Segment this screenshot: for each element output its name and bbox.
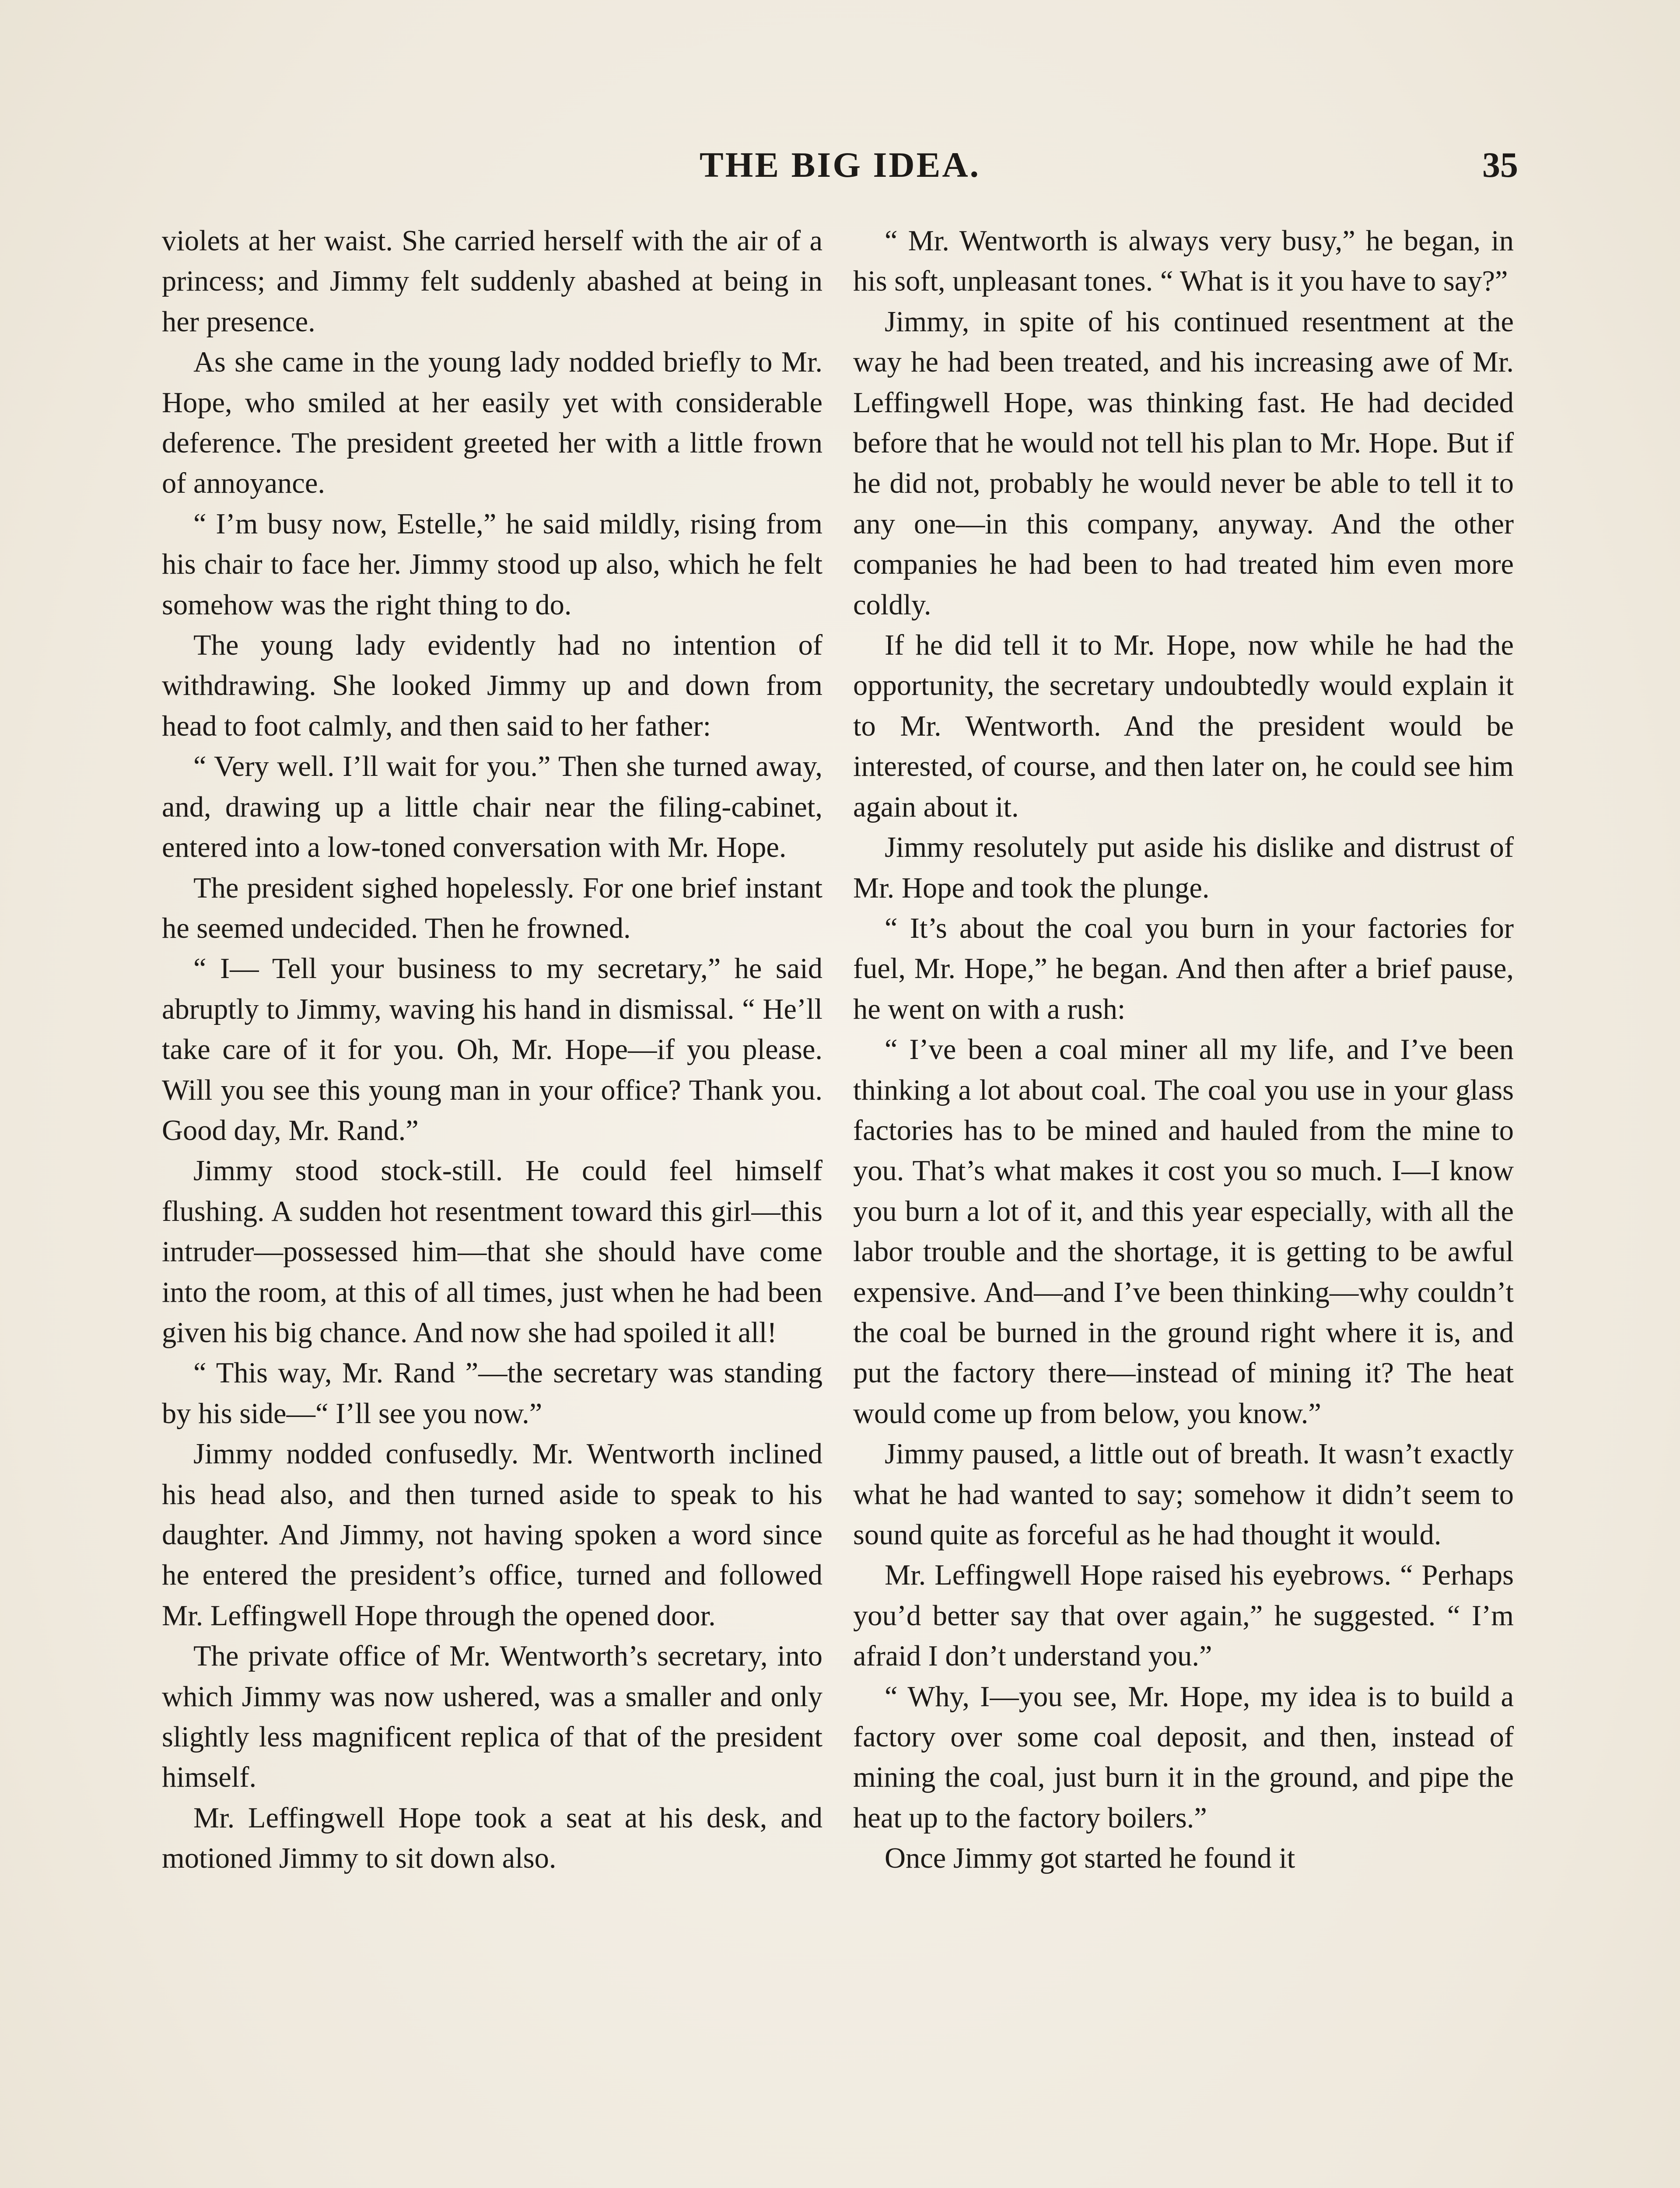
paragraph: If he did tell it to Mr. Hope, now while he had the opportunity, the secretary undoubtedly would explain it to Mr. Wentworth. And the president would be interested, of course, and then later on, he could see him again about it. <box>853 629 1514 823</box>
chapter-title: THE BIG IDEA. <box>699 145 981 185</box>
page-number: 35 <box>1482 145 1518 185</box>
paragraph: The president sighed hopelessly. For one brief instant he seemed undecided. Then he frowned. <box>162 872 822 944</box>
paragraph: Jimmy, in spite of his continued resentment at the way he had been treated, and his increasing awe of Mr. Leffingwell Hope, was thinking fast. He had decided before that he would not tell his plan to Mr. Hope. But if he did not, probably he would never be able to tell it to any one—in this company, anyway. And the other companies he had been to had treated him even more coldly. <box>853 305 1514 621</box>
left-column <box>162 221 822 1879</box>
paragraph: violets at her waist. She carried herself with the air of a princess; and Jimmy felt suddenly abashed at being in her presence. <box>162 225 822 338</box>
paragraph: “ Very well. I’ll wait for you.” Then she turned away, and, drawing up a little chair near the filing-cabinet, entered into a low-toned conversation with Mr. Hope. <box>162 750 822 864</box>
paragraph: As she came in the young lady nodded briefly to Mr. Hope, who smiled at her easily yet with considerable deference. The president greeted her with a little frown of annoyance. <box>162 346 822 500</box>
paragraph: The young lady evidently had no intention of withdrawing. She looked Jimmy up and down from head to foot calmly, and then said to her father: <box>162 629 822 742</box>
paragraph: “ I’m busy now, Estelle,” he said mildly, rising from his chair to face her. Jimmy stood up also, which he felt somehow was the right thing to do. <box>162 508 822 621</box>
paragraph: “ It’s about the coal you burn in your factories for fuel, Mr. Hope,” he began. And then after a brief pause, he went on with a rush: <box>853 912 1514 1025</box>
paragraph: Jimmy paused, a little out of breath. It wasn’t exactly what he had wanted to say; somehow it didn’t seem to sound quite as forceful as he had thought it would. <box>853 1438 1514 1551</box>
paragraph: “ I— Tell your business to my secretary,” he said abruptly to Jimmy, waving his hand in dismissal. “ He’ll take care of it for you. Oh, Mr. Hope—if you please. Will you see this young man in your office? Thank you. Good day, Mr. Rand.” <box>162 953 822 1147</box>
paragraph: Jimmy resolutely put aside his dislike and distrust of Mr. Hope and took the plunge. <box>853 831 1514 904</box>
paragraph: The private office of Mr. Wentworth’s secretary, into which Jimmy was now ushered, was a smaller and only slightly less magnificent replica of that of the president himself. <box>162 1640 822 1794</box>
running-head <box>162 144 1518 197</box>
right-column <box>853 221 1514 1879</box>
paragraph: “ This way, Mr. Rand ”—the secretary was standing by his side—“ I’ll see you now.” <box>162 1357 822 1430</box>
paragraph: Mr. Leffingwell Hope took a seat at his desk, and motioned Jimmy to sit down also. <box>162 1802 822 1875</box>
paragraph: “ I’ve been a coal miner all my life, and I’ve been thinking a lot about coal. The coal you use in your glass factories has to be mined and hauled from the mine to you. That’s what makes it cost you so much. I—I know you burn a lot of it, and this year especially, with all the labor trouble and the shortage, it is getting to be awful expensive. And—and I’ve been thinking—why couldn’t the coal be burned in the ground right where it is, and put the factory there—instead of mining it? The heat would come up from below, you know.” <box>853 1034 1514 1430</box>
paragraph: “ Mr. Wentworth is always very busy,” he began, in his soft, unpleasant tones. “ What is it you have to say?” <box>853 225 1514 298</box>
paragraph: “ Why, I—you see, Mr. Hope, my idea is to build a factory over some coal deposit, and then, instead of mining the coal, just burn it in the ground, and pipe the heat up to the factory boilers.” <box>853 1680 1514 1834</box>
paragraph: Mr. Leffingwell Hope raised his eyebrows. “ Perhaps you’d better say that over again,” he suggested. “ I’m afraid I don’t understand you.” <box>853 1559 1514 1673</box>
paragraph: Jimmy nodded confusedly. Mr. Wentworth inclined his head also, and then turned aside to speak to his daughter. And Jimmy, not having spoken a word since he entered the president’s office, turned and followed Mr. Leffingwell Hope through the opened door. <box>162 1438 822 1632</box>
paragraph: Jimmy stood stock-still. He could feel himself flushing. A sudden hot resentment toward this girl—this intruder—possessed him—that she should have come into the room, at this of all times, just when he had been given his big chance. And now she had spoiled it all! <box>162 1155 822 1349</box>
paragraph: Once Jimmy got started he found it <box>885 1842 1295 1875</box>
